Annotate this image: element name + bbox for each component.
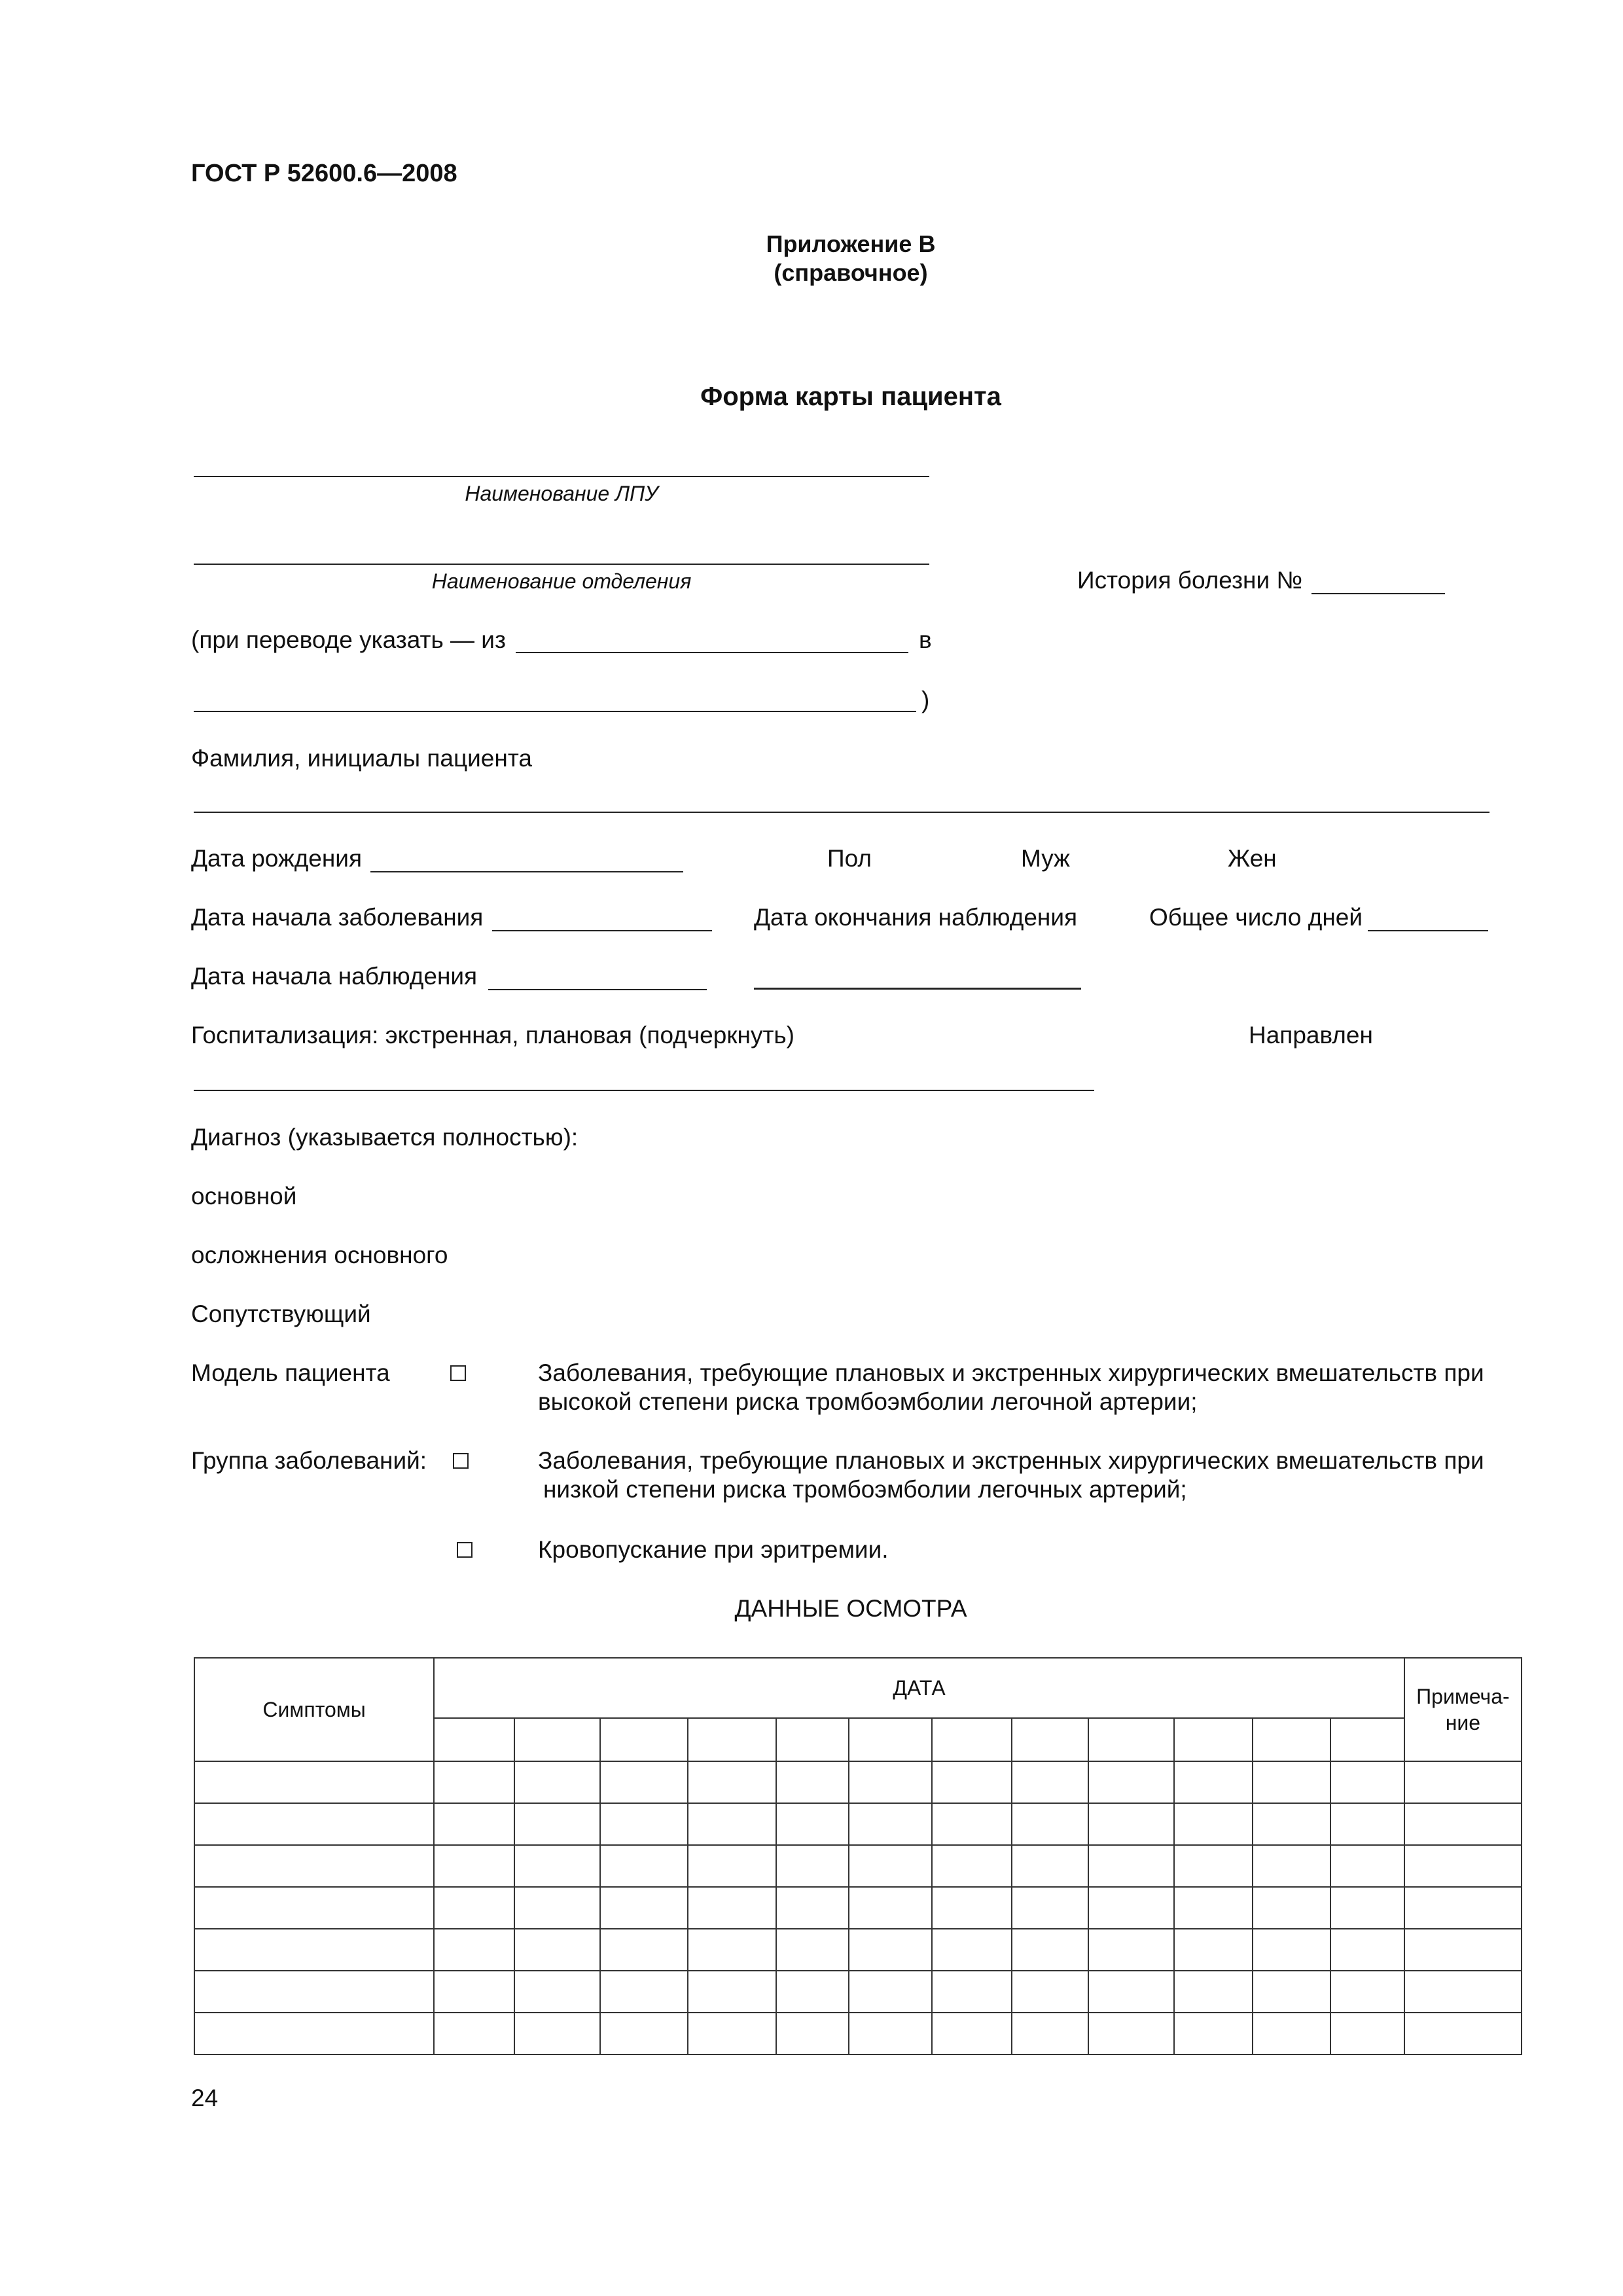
sex-female[interactable]: Жен (1228, 845, 1277, 872)
table-cell[interactable] (776, 1929, 849, 1971)
table-cell[interactable] (1012, 1887, 1088, 1929)
table-cell[interactable] (514, 1845, 600, 1887)
transfer-to: в (919, 626, 932, 653)
table-cell[interactable] (688, 1887, 776, 1929)
table-cell[interactable] (434, 1887, 514, 1929)
table-cell[interactable] (1253, 1971, 1330, 2013)
table-row (194, 1929, 1522, 1971)
date-cell[interactable] (776, 1718, 849, 1761)
table-cell[interactable] (434, 1971, 514, 2013)
date-cell[interactable] (1330, 1718, 1404, 1761)
table-cell[interactable] (1012, 1761, 1088, 1803)
table-cell[interactable] (1174, 1845, 1253, 1887)
table-cell[interactable] (688, 1971, 776, 2013)
observation-end-line[interactable] (754, 988, 1081, 990)
table-cell[interactable] (514, 2013, 600, 2054)
table-cell[interactable] (849, 1929, 932, 1971)
table-cell[interactable] (600, 1929, 688, 1971)
option-2-line2: низкой степени риска тромбоэмболии легочных артерий; (543, 1476, 1187, 1503)
table-cell[interactable] (849, 1803, 932, 1845)
date-cell[interactable] (849, 1718, 932, 1761)
col-notes-header (1404, 1658, 1522, 1761)
col-date-header: ДАТА (434, 1658, 1404, 1718)
table-cell[interactable] (1330, 1971, 1404, 2013)
table-cell[interactable] (1012, 1929, 1088, 1971)
table-cell[interactable] (194, 2013, 434, 2054)
table-cell[interactable] (1012, 2013, 1088, 2054)
table-cell[interactable] (514, 1761, 600, 1803)
table-cell[interactable] (1088, 1929, 1174, 1971)
table-cell[interactable] (688, 2013, 776, 2054)
table-cell[interactable] (688, 1761, 776, 1803)
table-cell[interactable] (1174, 2013, 1253, 2054)
table-cell[interactable] (849, 1887, 932, 1929)
option-3-line1: Кровопускание при эритремии. (538, 1536, 889, 1563)
table-row (194, 1761, 1522, 1803)
department-caption: Наименование отделения (431, 569, 692, 593)
department-line[interactable] (194, 564, 929, 565)
table-cell[interactable] (932, 1803, 1012, 1845)
table-cell[interactable] (1088, 1803, 1174, 1845)
form-title: Форма карты пациента (700, 382, 1001, 411)
table-cell[interactable] (514, 1971, 600, 2013)
table-cell[interactable] (194, 1887, 434, 1929)
table-cell[interactable] (1174, 1803, 1253, 1845)
table-cell[interactable] (1330, 1803, 1404, 1845)
page-number: 24 (191, 2085, 219, 2111)
observation-start-label: Дата начала наблюдения (191, 963, 478, 990)
patient-model-label: Модель пациента (191, 1359, 390, 1386)
table-cell[interactable] (1174, 1887, 1253, 1929)
table-cell[interactable] (1330, 1845, 1404, 1887)
table-cell[interactable] (514, 1929, 600, 1971)
table-cell[interactable] (1404, 1845, 1522, 1887)
table-cell[interactable] (1012, 1845, 1088, 1887)
table-cell[interactable] (1404, 1803, 1522, 1845)
diagnosis-concomitant: Сопутствующий (191, 1300, 371, 1327)
disease-group-label: Группа заболеваний: (191, 1447, 427, 1474)
table-cell[interactable] (1253, 2013, 1330, 2054)
table-cell[interactable] (600, 1887, 688, 1929)
table-cell[interactable] (434, 1761, 514, 1803)
table-cell[interactable] (776, 1845, 849, 1887)
table-cell[interactable] (776, 1761, 849, 1803)
date-cell[interactable] (600, 1718, 688, 1761)
date-cell[interactable] (434, 1718, 514, 1761)
exam-section-title: ДАННЫЕ ОСМОТРА (734, 1595, 967, 1622)
exam-table (194, 1657, 1522, 2055)
date-cell[interactable] (1088, 1718, 1174, 1761)
table-cell[interactable] (1330, 1887, 1404, 1929)
option-2-checkbox[interactable] (453, 1453, 469, 1469)
table-row (194, 1971, 1522, 2013)
table-row (194, 1887, 1522, 1929)
table-cell[interactable] (514, 1803, 600, 1845)
table-cell[interactable] (1174, 1929, 1253, 1971)
table-cell[interactable] (1174, 1971, 1253, 2013)
illness-start-line[interactable] (492, 930, 712, 931)
table-cell[interactable] (1330, 1761, 1404, 1803)
total-days-line[interactable] (1368, 930, 1488, 931)
table-cell[interactable] (434, 1803, 514, 1845)
sex-male[interactable]: Муж (1021, 845, 1070, 872)
table-cell[interactable] (1088, 1845, 1174, 1887)
table-cell[interactable] (1330, 2013, 1404, 2054)
birth-date-label: Дата рождения (191, 845, 363, 872)
history-number-line[interactable] (1311, 593, 1445, 594)
date-cell[interactable] (688, 1718, 776, 1761)
table-cell[interactable] (1404, 2013, 1522, 2054)
table-cell[interactable] (434, 2013, 514, 2054)
option-2-line1: Заболевания, требующие плановых и экстренных хирургических вмешательств при (538, 1447, 1484, 1474)
table-cell[interactable] (434, 1845, 514, 1887)
table-cell[interactable] (776, 1887, 849, 1929)
patient-name-label: Фамилия, инициалы пациента (191, 745, 532, 772)
table-cell[interactable] (932, 1971, 1012, 2013)
table-cell[interactable] (932, 1845, 1012, 1887)
illness-start-label: Дата начала заболевания (191, 904, 484, 931)
table-cell[interactable] (1174, 1761, 1253, 1803)
lpu-caption: Наименование ЛПУ (465, 482, 658, 505)
table-cell[interactable] (1088, 1971, 1174, 2013)
standard-id: ГОСТ Р 52600.6—2008 (191, 160, 457, 187)
transfer-from-line[interactable] (516, 652, 908, 653)
table-cell[interactable] (1404, 1971, 1522, 2013)
diagnosis-label: Диагноз (указывается полностью): (191, 1124, 579, 1151)
table-cell[interactable] (1404, 1887, 1522, 1929)
table-cell[interactable] (1012, 1803, 1088, 1845)
lpu-line[interactable] (194, 476, 929, 477)
table-cell[interactable] (1012, 1971, 1088, 2013)
table-cell[interactable] (932, 1887, 1012, 1929)
table-cell[interactable] (1404, 1761, 1522, 1803)
col-symptoms-header: Симптомы (194, 1658, 434, 1761)
table-cell[interactable] (434, 1929, 514, 1971)
table-cell[interactable] (194, 1803, 434, 1845)
table-cell[interactable] (1088, 1887, 1174, 1929)
referred-label: Направлен (1249, 1022, 1373, 1049)
table-cell[interactable] (776, 1971, 849, 2013)
table-cell[interactable] (600, 1845, 688, 1887)
table-cell[interactable] (688, 1803, 776, 1845)
birth-date-line[interactable] (370, 871, 683, 872)
diagnosis-complications: осложнения основного (191, 1242, 448, 1268)
date-cell[interactable] (514, 1718, 600, 1761)
diagnosis-main: основной (191, 1183, 297, 1210)
hospitalization-label: Госпитализация: экстренная, плановая (подчеркнуть) (191, 1022, 794, 1049)
transfer-close: ) (921, 687, 930, 713)
table-cell[interactable] (600, 2013, 688, 2054)
table-cell[interactable] (932, 2013, 1012, 2054)
history-label: История болезни № (1077, 567, 1303, 594)
table-cell[interactable] (1253, 1929, 1330, 1971)
date-cell[interactable] (1253, 1718, 1330, 1761)
table-row (194, 1803, 1522, 1845)
option-1-checkbox[interactable] (450, 1365, 466, 1381)
hospitalization-line[interactable] (194, 1090, 1094, 1091)
option-1-line1: Заболевания, требующие плановых и экстренных хирургических вмешательств при (538, 1359, 1484, 1386)
sex-label: Пол (827, 845, 872, 872)
appendix-title: Приложение В (766, 230, 936, 257)
table-cell[interactable] (600, 1803, 688, 1845)
observation-start-line[interactable] (488, 989, 707, 990)
observation-end-label: Дата окончания наблюдения (754, 904, 1078, 931)
transfer-prefix: (при переводе указать — из (191, 626, 506, 653)
table-cell[interactable] (1253, 1803, 1330, 1845)
table-cell[interactable] (1253, 1845, 1330, 1887)
table-cell[interactable] (688, 1845, 776, 1887)
table-cell[interactable] (600, 1971, 688, 2013)
table-cell[interactable] (1253, 1887, 1330, 1929)
date-cell[interactable] (1174, 1718, 1253, 1761)
table-cell[interactable] (194, 1761, 434, 1803)
table-cell[interactable] (849, 1971, 932, 2013)
transfer-to-line[interactable] (194, 711, 916, 712)
col-notes-line1: Примеча- (1416, 1685, 1510, 1708)
table-cell[interactable] (1330, 1929, 1404, 1971)
table-cell[interactable] (194, 1845, 434, 1887)
appendix-note: (справочное) (774, 259, 928, 286)
table-cell[interactable] (1253, 1761, 1330, 1803)
table-cell[interactable] (600, 1761, 688, 1803)
table-cell[interactable] (849, 1845, 932, 1887)
table-cell[interactable] (932, 1929, 1012, 1971)
table-cell[interactable] (1088, 2013, 1174, 2054)
date-cell[interactable] (1012, 1718, 1088, 1761)
col-notes-line2: ние (1445, 1711, 1481, 1734)
table-cell[interactable] (776, 1803, 849, 1845)
table-cell[interactable] (688, 1929, 776, 1971)
patient-name-line[interactable] (194, 812, 1489, 813)
table-cell[interactable] (849, 1761, 932, 1803)
table-cell[interactable] (776, 2013, 849, 2054)
table-cell[interactable] (1088, 1761, 1174, 1803)
total-days-label: Общее число дней (1149, 904, 1363, 931)
table-cell[interactable] (849, 2013, 932, 2054)
table-cell[interactable] (1404, 1929, 1522, 1971)
table-row (194, 1845, 1522, 1887)
table-cell[interactable] (194, 1929, 434, 1971)
date-cell[interactable] (932, 1718, 1012, 1761)
option-1-line2: высокой степени риска тромбоэмболии легочной артерии; (538, 1388, 1198, 1415)
table-row (194, 2013, 1522, 2054)
table-cell[interactable] (194, 1971, 434, 2013)
table-cell[interactable] (932, 1761, 1012, 1803)
table-cell[interactable] (514, 1887, 600, 1929)
option-3-checkbox[interactable] (457, 1542, 473, 1558)
